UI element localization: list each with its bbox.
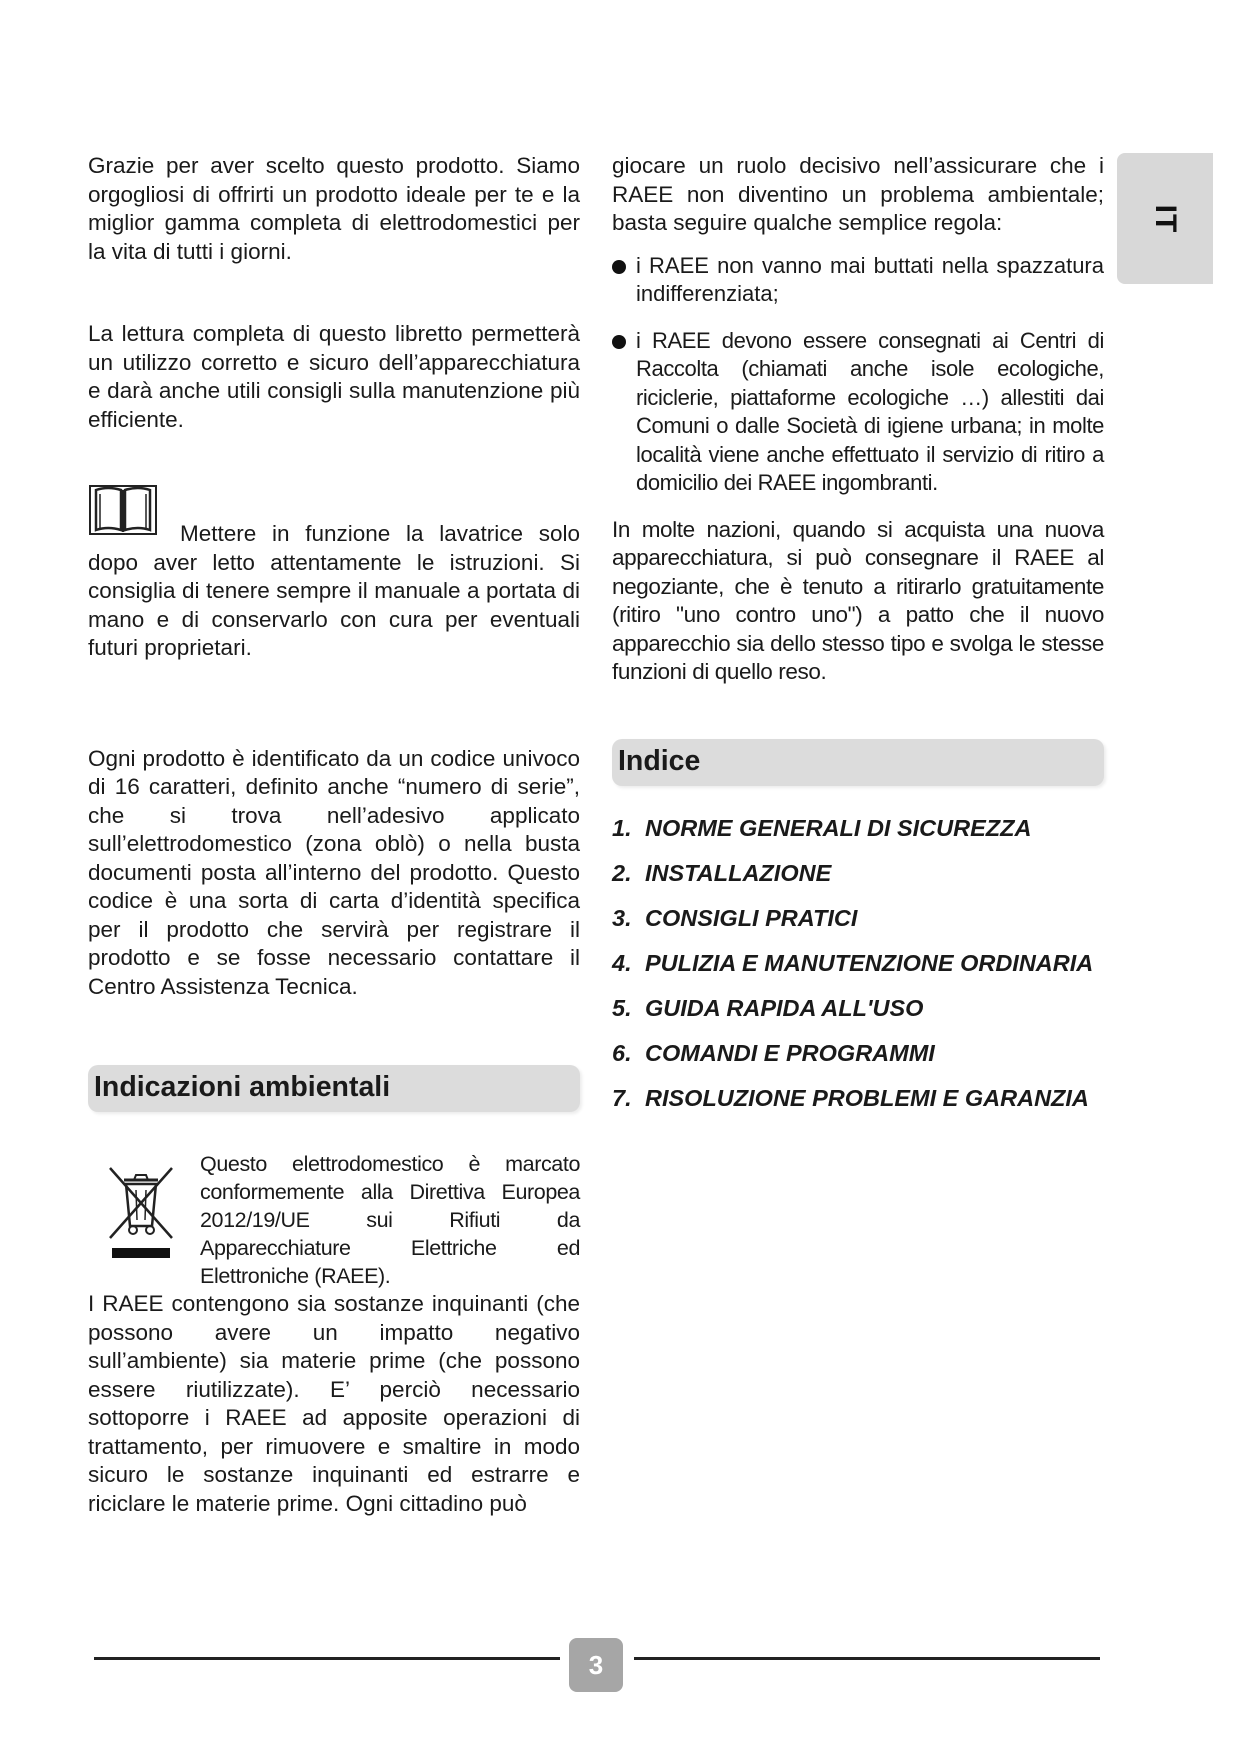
section-header-indice: Indice <box>612 739 1104 786</box>
weee-paragraph-3: In molte nazioni, quando si acquista una nuova apparecchiatura, si può consegnare il RAEE al negoziante, che è tenuto a ritirarlo gratuitamente (ritiro "uno contro uno") a patto che il nuovo apparecchio sia dello stesso tipo e svolga le stesse funzioni di quello reso. <box>612 516 1104 684</box>
list-item <box>612 327 1104 498</box>
open-book-icon <box>88 482 158 538</box>
right-column <box>612 152 1104 1121</box>
toc-item-consigli-pratici[interactable]: 3. CONSIGLI PRATICI <box>612 904 858 931</box>
weee-block <box>88 1150 580 1290</box>
language-tab-label: IT <box>1149 204 1182 233</box>
intro-paragraph-1: Grazie per aver scelto questo prodotto. Siamo orgogliosi di offrirti un prodotto ideale per te e la miglior gamma completa di elettrodomestici per la vita di tutti i giorni. <box>88 153 580 264</box>
bullet-dot-icon <box>612 260 626 274</box>
weee-paragraph-2: giocare un ruolo decisivo nell’assicurare che i RAEE non diventino un problema ambientale; basta seguire qualche semplice regola: <box>612 153 1104 235</box>
manual-notice <box>88 520 580 663</box>
toc-item-norme-generali[interactable]: 1. NORME GENERALI DI SICUREZZA <box>612 814 1032 841</box>
list-item <box>612 252 1104 309</box>
language-tab <box>1117 153 1213 284</box>
list-item-text: i RAEE non vanno mai buttati nella spazzatura indifferenziata; <box>636 252 1104 306</box>
toc-item-guida-rapida[interactable]: 5. GUIDA RAPIDA ALL'USO <box>612 994 924 1021</box>
crossed-bin-icon <box>106 1166 176 1261</box>
serial-number-paragraph: Ogni prodotto è identificato da un codice univoco di 16 caratteri, definito anche “numero di serie”, che si trova nell’adesivo applicato sull’elettrodomestico (zona oblò) o nella busta documenti posta all’interno del prodotto. Questo codice è una sorta di carta d’identità specifica per il prodotto che servirà per registrare il prodotto e se fosse necessario contattare il Centro Assistenza Tecnica. <box>88 745 580 999</box>
table-of-contents <box>612 806 1104 1121</box>
intro-paragraph-2: La lettura completa di questo libretto permetterà un utilizzo corretto e sicuro dell’apparecchiatura e darà anche utili consigli sulla manutenzione più efficiente. <box>88 321 580 432</box>
weee-paragraph-1: I RAEE contengono sia sostanze inquinanti (che possono avere un impatto negativo sull’ambiente) sia materie prime (che possono essere riutilizzate). E’ perciò necessario sottoporre i RAEE ad apposite operazioni di trattamento, per rimuovere e smaltire in modo sicuro le sostanze inquinanti ed estrarre e riciclare le materie prime. Ogni cittadino può <box>88 1291 580 1516</box>
manual-notice-text: Mettere in funzione la lavatrice solo dopo aver letto attentamente le istruzioni. Si consiglia di tenere sempre il manuale a portata di mano e di conservarlo con cura per eventuali futuri proprietari. <box>88 521 580 660</box>
weee-marking-text: Questo elettrodomestico è marcato conformemente alla Direttiva Europea 2012/19/UE sui Rifiuti da Apparecchiature Elettriche ed Elettroniche (RAEE). <box>200 1152 580 1288</box>
toc-item-comandi[interactable]: 6. COMANDI E PROGRAMMI <box>612 1039 935 1066</box>
bullet-dot-icon <box>612 335 626 349</box>
section-header-ambientali: Indicazioni ambientali <box>88 1065 580 1112</box>
footer-divider-left <box>94 1657 560 1660</box>
list-item-text: i RAEE devono essere consegnati ai Centri di Raccolta (chiamati anche isole ecologiche, riciclerie, piattaforme ecologiche …) allestiti dai Comuni o dalle Società di igiene urbana; in molte località viene anche effettuato il servizio di ritiro a domicilio dei RAEE ingombranti. <box>636 327 1104 495</box>
toc-item-pulizia[interactable]: 4. PULIZIA E MANUTENZIONE ORDINARIA <box>612 949 1094 976</box>
weee-rules-list <box>612 252 1104 498</box>
toc-item-risoluzione[interactable]: 7. RISOLUZIONE PROBLEMI E GARANZIA <box>612 1084 1089 1111</box>
footer-divider-right <box>634 1657 1100 1660</box>
left-column <box>88 152 580 1518</box>
page-number: 3 <box>569 1638 623 1692</box>
toc-item-installazione[interactable]: 2. INSTALLAZIONE <box>612 859 832 886</box>
